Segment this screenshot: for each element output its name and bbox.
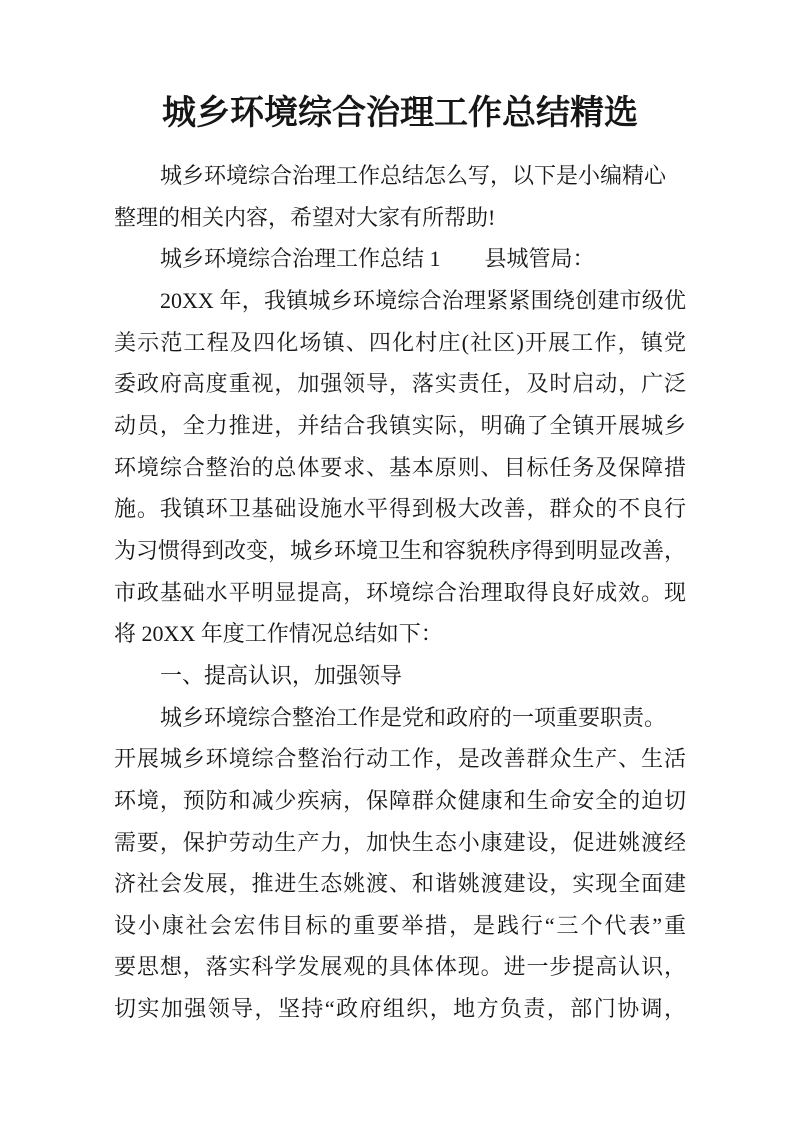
text-line: 20XX 年，我镇城乡环境综合治理紧紧围绕创建市级优 bbox=[160, 287, 686, 313]
text-line: 需要，保护劳动生产力，加快生态小康建设，促进姚渡经 bbox=[114, 829, 686, 855]
text-line: 动员，全力推进，并结合我镇实际，明确了全镇开展城乡 bbox=[114, 412, 686, 438]
text-line: 委政府高度重视，加强领导，落实责任，及时启动，广泛 bbox=[114, 371, 686, 397]
paragraph bbox=[114, 238, 686, 280]
text-line: 设小康社会宏伟目标的重要举措，是践行“三个代表”重 bbox=[114, 912, 686, 938]
text-line: 为习惯得到改变，城乡环境卫生和容貌秩序得到明显改善， bbox=[114, 537, 686, 563]
text-line: 美示范工程及四化场镇、四化村庄(社区)开展工作，镇党 bbox=[114, 329, 686, 355]
paragraph bbox=[114, 697, 686, 1030]
paragraph bbox=[114, 280, 686, 655]
text-line: 切实加强领导，坚持“政府组织，地方负责，部门协调， bbox=[114, 996, 686, 1022]
paragraph bbox=[114, 655, 686, 697]
text-line: 一、提高认识，加强领导 bbox=[160, 662, 403, 688]
text-line: 整理的相关内容，希望对大家有所帮助! bbox=[114, 204, 496, 230]
text-line: 环境综合整治的总体要求、基本原则、目标任务及保障措 bbox=[114, 454, 686, 480]
text-line: 城乡环境综合治理工作总结怎么写，以下是小编精心 bbox=[160, 163, 667, 188]
text-line: 城乡环境综合治理工作总结 1 县城管局： bbox=[160, 246, 595, 272]
text-line: 要思想，落实科学发展观的具体体现。进一步提高认识， bbox=[114, 954, 686, 980]
text-line: 将 20XX 年度工作情况总结如下： bbox=[114, 621, 443, 647]
text-line: 施。我镇环卫基础设施水平得到极大改善，群众的不良行 bbox=[114, 496, 686, 522]
text-line: 城乡环境综合整治工作是党和政府的一项重要职责。 bbox=[160, 704, 667, 730]
text-line: 环境，预防和减少疾病，保障群众健康和生命安全的迫切 bbox=[114, 787, 686, 813]
document-title: 城乡环境综合治理工作总结精选 bbox=[162, 95, 638, 132]
text-line: 开展城乡环境综合整治行动工作，是改善群众生产、生活 bbox=[114, 746, 686, 772]
paragraph bbox=[114, 155, 686, 238]
document-body bbox=[114, 155, 686, 1030]
text-line: 济社会发展，推进生态姚渡、和谐姚渡建设，实现全面建 bbox=[114, 871, 686, 897]
text-line: 市政基础水平明显提高，环境综合治理取得良好成效。现 bbox=[114, 579, 686, 605]
